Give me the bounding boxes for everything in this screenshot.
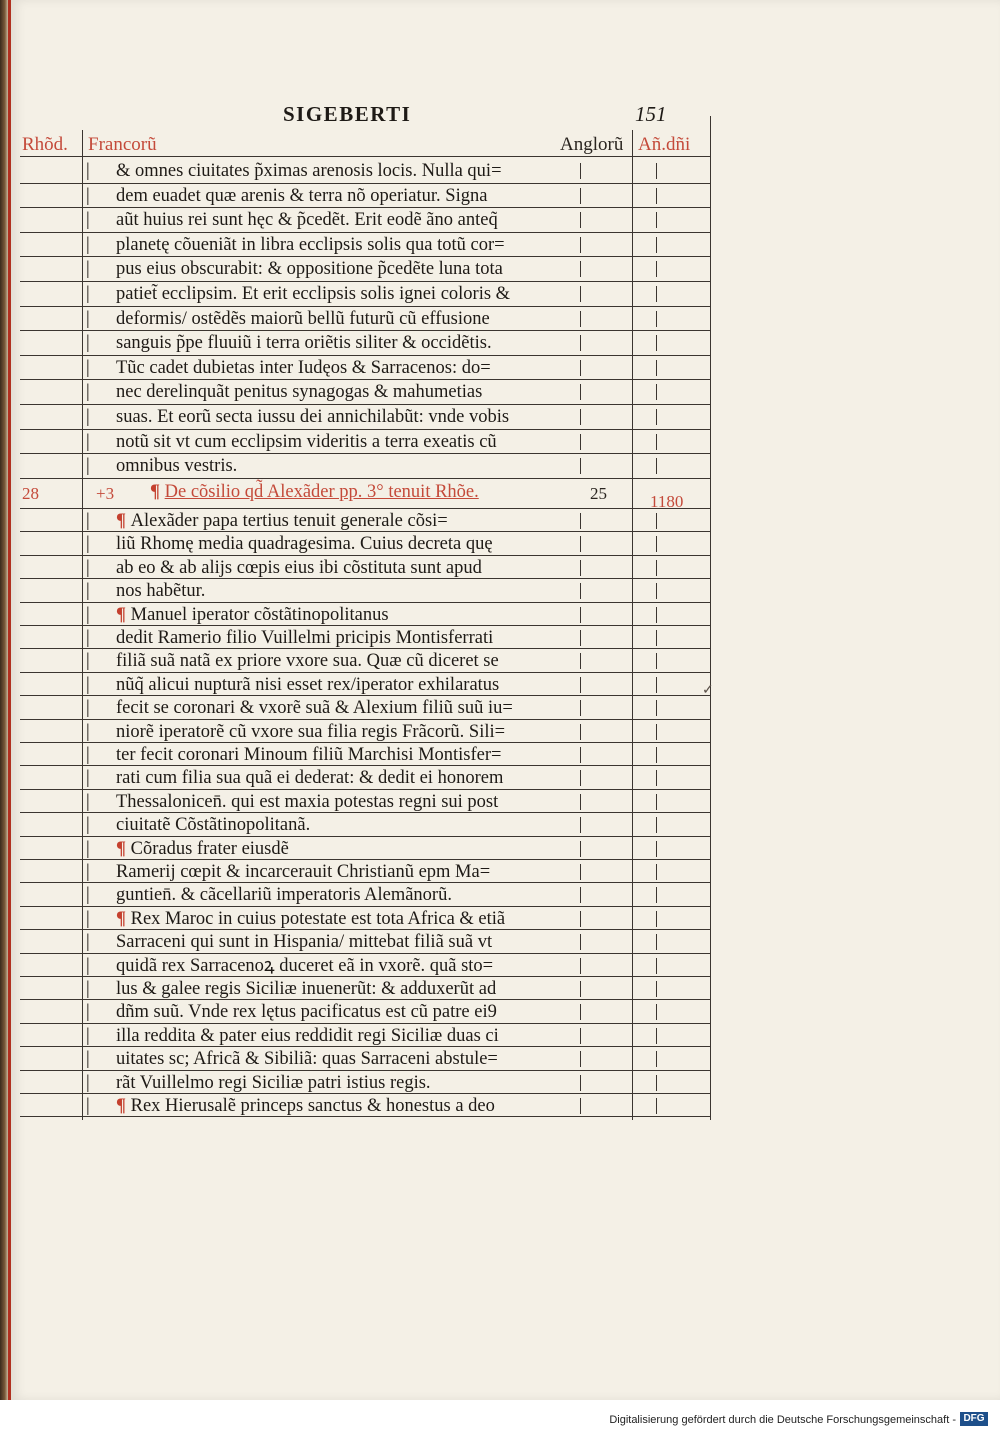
- column-tick: [580, 560, 581, 576]
- text-line: [80, 767, 600, 789]
- row-rule: [20, 232, 710, 233]
- line-bar: |: [86, 357, 90, 378]
- column-tick: [580, 887, 581, 903]
- row-rule: [20, 672, 710, 673]
- dfg-logo-icon: DFG: [960, 1412, 988, 1426]
- line-bar: |: [86, 979, 90, 999]
- column-tick: [656, 188, 657, 204]
- row-rule: [20, 578, 710, 579]
- line-bar: |: [86, 815, 90, 836]
- column-tick: [656, 700, 657, 716]
- column-tick: [656, 1004, 657, 1020]
- text-line-content: nec derelinquãt penitus synagogas & mahumetias: [116, 382, 483, 403]
- pilcrow-icon: ¶: [116, 604, 131, 625]
- line-bar: |: [86, 674, 90, 695]
- line-bar: |: [86, 604, 90, 625]
- text-line: [80, 510, 600, 532]
- column-tick: [656, 286, 657, 302]
- column-tick: [656, 934, 657, 950]
- column-tick: [656, 607, 657, 623]
- text-line-content: notũ sit vt cum ecclipsim videritis a terra exeatis cũ: [116, 431, 497, 452]
- text-line: [80, 697, 600, 719]
- pilcrow-icon: ¶: [116, 1096, 131, 1116]
- text-line-content: Sarraceni qui sunt in Hispania/ mittebat filiã suã vt: [116, 932, 493, 953]
- column-tick: [656, 747, 657, 763]
- row-rule: [20, 256, 710, 257]
- text-line: [80, 332, 600, 354]
- column-tick: [580, 237, 581, 253]
- column-tick: [580, 583, 581, 599]
- row-rule: [20, 555, 710, 556]
- footer-bar: [0, 1400, 1000, 1438]
- column-tick: [656, 560, 657, 576]
- line-bar: |: [86, 284, 90, 304]
- row-rule: [20, 429, 710, 430]
- line-bar: |: [86, 534, 90, 555]
- row-rule: [20, 1023, 710, 1024]
- entry-year: 1180: [650, 492, 684, 511]
- line-bar: |: [86, 308, 90, 329]
- text-line-content: nũq̃ alicui nupturã nisi esset rex/iperator exhilaratus: [116, 674, 500, 695]
- text-line-content: ab eo & ab alijs cœpis eius ibi cõstituta sunt apud: [116, 557, 482, 578]
- text-line: [80, 406, 600, 428]
- column-tick: [580, 1004, 581, 1020]
- text-line: [80, 234, 600, 256]
- text-line: [80, 650, 600, 672]
- text-line: [80, 209, 600, 231]
- text-line: [80, 308, 600, 330]
- text-line-content: lus & galee regis Siciliæ inuenerũt: & adduxerũt ad: [116, 979, 497, 999]
- line-bar: |: [86, 210, 90, 231]
- column-tick: [580, 163, 581, 179]
- entry-rhodes-num: 28: [22, 484, 39, 503]
- text-line: [80, 604, 600, 626]
- text-line-content: deformis/ ostẽdẽs maiorũ bellũ futurũ cũ effusione: [116, 308, 490, 329]
- col-header-anglorum: Anglorũ: [560, 134, 624, 155]
- column-tick: [580, 981, 581, 997]
- column-tick: [656, 653, 657, 669]
- row-rule: [20, 999, 710, 1000]
- pilcrow-icon: ¶: [116, 908, 131, 929]
- text-line-content: Thessalonicen̄. qui est maxia potestas regni sui post: [116, 791, 499, 812]
- text-line-content: Alexãder papa tertius tenuit generale cõsi=: [130, 511, 448, 531]
- column-tick: [580, 1051, 581, 1067]
- row-rule: [20, 765, 710, 766]
- column-tick: [656, 958, 657, 974]
- entry-angl-num: 25: [590, 484, 607, 503]
- column-tick: [656, 911, 657, 927]
- text-line-content: uitates sc; Africã & Sibiliã: quas Sarraceni abstule=: [116, 1049, 498, 1070]
- row-rule: [20, 695, 710, 696]
- line-bar: |: [86, 932, 90, 953]
- text-line-content: illa reddita & pater eius reddidit regi Siciliæ duas ci: [116, 1025, 499, 1046]
- column-tick: [656, 212, 657, 228]
- text-line-content: ciuitatẽ Cõstãtinopolitanã.: [116, 815, 311, 836]
- text-line-content: omnibus vestris.: [116, 456, 238, 477]
- text-line: [80, 791, 600, 813]
- entry-rule: [20, 508, 710, 509]
- column-tick: [580, 653, 581, 669]
- running-head: SIGEBERTI: [283, 102, 412, 126]
- line-bar: |: [86, 259, 90, 280]
- text-line: [80, 721, 600, 743]
- text-line-content: pus eius obscurabit: & oppositione p̃cedẽte luna tota: [116, 259, 503, 280]
- column-tick: [580, 536, 581, 552]
- row-rule: [20, 281, 710, 282]
- text-line-content: Manuel iperator cõstãtinopolitanus: [130, 604, 389, 625]
- text-line-content: filiã suã natã ex priore vxore sua. Quæ cũ diceret se: [116, 651, 499, 672]
- column-tick: [656, 237, 657, 253]
- column-tick: [656, 311, 657, 327]
- line-bar: |: [86, 1049, 90, 1070]
- entry-franc-num: +3: [96, 484, 115, 503]
- row-rule: [20, 976, 710, 977]
- line-bar: |: [86, 1002, 90, 1023]
- row-rule: [20, 789, 710, 790]
- line-bar: |: [86, 698, 90, 719]
- text-line-content: suas. Et eorũ secta iussu dei annichilabũt: vnde vobis: [116, 407, 510, 427]
- footer-credit: Digitalisierung gefördert durch die Deutsche Forschungsgemeinschaft -: [609, 1414, 956, 1426]
- text-line: [80, 455, 600, 477]
- row-rule: [20, 355, 710, 356]
- line-bar: |: [86, 511, 90, 531]
- row-rule: [20, 859, 710, 860]
- row-rule: [20, 379, 710, 380]
- line-bar: |: [86, 185, 90, 206]
- col-header-francorum: Francorũ: [88, 134, 157, 155]
- line-bar: |: [86, 908, 90, 929]
- text-line: [80, 580, 600, 602]
- pilcrow-icon: ¶: [116, 838, 131, 859]
- book-spine: [0, 0, 8, 1438]
- column-tick: [580, 911, 581, 927]
- row-rule: [20, 183, 710, 184]
- column-tick: [656, 630, 657, 646]
- column-tick: [656, 261, 657, 277]
- text-line-content: rãt Vuillelmo regi Siciliæ patri istius regis.: [116, 1072, 431, 1093]
- text-line: [80, 978, 600, 1000]
- text-line: [80, 258, 600, 280]
- column-tick: [580, 1028, 581, 1044]
- text-line-content: quidã rex Sarracenoꝝ duceret eã in vxorẽ. quã sto=: [116, 955, 494, 976]
- text-line: [80, 908, 600, 930]
- column-tick: [580, 1075, 581, 1091]
- text-line: [80, 381, 600, 403]
- row-rule: [20, 207, 710, 208]
- line-bar: |: [86, 234, 90, 255]
- header-rule: [20, 156, 710, 157]
- column-tick: [580, 794, 581, 810]
- text-line-content: planetę cõueniãt in libra ecclipsis solis qua totũ cor=: [116, 234, 505, 255]
- text-line: [80, 838, 600, 860]
- row-rule: [20, 330, 710, 331]
- line-bar: |: [86, 382, 90, 403]
- text-line-content: dñm suũ. Vnde rex lętus pacificatus est cũ patre ei9: [116, 1002, 497, 1023]
- text-line-content: Tũc cadet dubietas inter Iudęos & Sarracenos: do=: [116, 357, 491, 378]
- column-tick: [656, 163, 657, 179]
- column-tick: [656, 360, 657, 376]
- pilcrow-icon: ¶: [150, 482, 160, 502]
- column-tick: [580, 817, 581, 833]
- line-bar: |: [86, 791, 90, 812]
- column-tick: [580, 409, 581, 425]
- line-bar: |: [86, 581, 90, 602]
- entry-heading-text: De cõsilio qd̃ Alexãder pp. 3° tenuit Rhõe.: [164, 482, 479, 502]
- row-rule: [20, 453, 710, 454]
- column-tick: [580, 770, 581, 786]
- column-tick: [656, 864, 657, 880]
- row-rule: [20, 531, 710, 532]
- text-line-content: patiet̃ ecclipsim. Et erit ecclipsis solis ignei coloris &: [116, 284, 511, 304]
- folio-number: 151: [635, 102, 667, 126]
- line-bar: |: [86, 456, 90, 477]
- column-tick: [656, 536, 657, 552]
- text-line-content: Ramerij cœpit & incarcerauit Christianũ epm Ma=: [116, 862, 491, 882]
- text-line-content: aũt huius rei sunt hęc & p̃cedẽt. Erit eodẽ ãno anteq̃: [116, 210, 498, 231]
- text-line: [80, 674, 600, 696]
- line-bar: |: [86, 768, 90, 789]
- line-bar: |: [86, 745, 90, 765]
- text-line: [80, 557, 600, 579]
- text-line: [80, 357, 600, 379]
- row-rule: [20, 882, 710, 883]
- column-tick: [656, 513, 657, 529]
- line-bar: |: [86, 862, 90, 882]
- row-rule: [20, 602, 710, 603]
- column-tick: [580, 841, 581, 857]
- column-tick: [580, 700, 581, 716]
- text-line: [80, 627, 600, 649]
- column-tick: [656, 770, 657, 786]
- column-tick: [580, 513, 581, 529]
- text-line: [80, 955, 600, 977]
- row-rule: [20, 478, 710, 479]
- row-rule: [20, 1070, 710, 1071]
- column-tick: [580, 286, 581, 302]
- row-rule: [20, 953, 710, 954]
- line-bar: |: [86, 721, 90, 742]
- text-line: [80, 533, 600, 555]
- column-tick: [580, 934, 581, 950]
- text-line: [80, 884, 600, 906]
- text-line-content: Cõradus frater eiusdẽ: [130, 838, 289, 859]
- text-line: [80, 861, 600, 883]
- column-tick: [656, 335, 657, 351]
- text-line-content: niorẽ iperatorẽ cũ vxore sua filia regis Frãcorũ. Sili=: [116, 721, 506, 742]
- column-tick: [656, 817, 657, 833]
- text-line: [80, 1025, 600, 1047]
- column-tick: [580, 630, 581, 646]
- text-line-content: nos habẽtur.: [116, 581, 206, 602]
- column-tick: [656, 1098, 657, 1114]
- column-tick: [656, 1075, 657, 1091]
- text-line-content: & omnes ciuitates p̃ximas arenosis locis. Nulla qui=: [116, 161, 502, 181]
- column-tick: [656, 841, 657, 857]
- column-tick: [580, 188, 581, 204]
- column-tick: [656, 1028, 657, 1044]
- column-tick: [580, 335, 581, 351]
- text-line-content: ter fecit coronari Minoum filiũ Marchisi Montisfer=: [116, 745, 502, 765]
- column-tick: [580, 607, 581, 623]
- row-rule: [20, 906, 710, 907]
- column-tick: [580, 958, 581, 974]
- column-tick: [580, 434, 581, 450]
- col-header-anno-domini: Añ.dñi: [638, 134, 691, 155]
- line-bar: |: [86, 431, 90, 452]
- text-line-content: dedit Ramerio filio Vuillelmi pricipis Montisferrati: [116, 628, 494, 648]
- column-tick: [656, 458, 657, 474]
- line-bar: |: [86, 885, 90, 906]
- line-bar: |: [86, 628, 90, 648]
- column-tick: [580, 724, 581, 740]
- row-rule: [20, 404, 710, 405]
- column-tick: [580, 360, 581, 376]
- text-line-content: fecit se coronari & vxorẽ suã & Alexium filiũ suũ iu=: [116, 698, 513, 719]
- row-rule: [20, 1046, 710, 1047]
- row-rule: [20, 648, 710, 649]
- line-bar: |: [86, 557, 90, 578]
- column-tick: [580, 261, 581, 277]
- column-tick: [656, 434, 657, 450]
- column-tick: [580, 1098, 581, 1114]
- text-line: [80, 1048, 600, 1070]
- line-bar: |: [86, 161, 90, 181]
- row-rule: [20, 1093, 710, 1094]
- line-bar: |: [86, 333, 90, 354]
- text-line-content: dem euadet quæ arenis & terra nõ operiatur. Signa: [116, 185, 488, 206]
- text-line: [80, 185, 600, 207]
- line-bar: |: [86, 1025, 90, 1046]
- line-bar: |: [86, 651, 90, 672]
- text-line-content: rati cum filia sua quã ei dederat: & dedit ei honorem: [116, 768, 504, 789]
- text-line: [80, 1072, 600, 1094]
- entry-heading: [150, 482, 479, 503]
- column-tick: [656, 583, 657, 599]
- chronicle-table: [20, 130, 720, 1120]
- line-bar: |: [86, 838, 90, 859]
- row-rule: [20, 1116, 710, 1117]
- column-tick: [656, 724, 657, 740]
- row-rule: [20, 306, 710, 307]
- line-bar: |: [86, 1096, 90, 1116]
- column-tick: [656, 409, 657, 425]
- text-line: [80, 1095, 600, 1117]
- col-header-rhodes: Rhõd.: [22, 134, 68, 155]
- row-rule: [20, 719, 710, 720]
- column-tick: [580, 677, 581, 693]
- text-line: [80, 744, 600, 766]
- row-rule: [20, 929, 710, 930]
- column-tick: [656, 384, 657, 400]
- text-line: [80, 160, 600, 182]
- column-tick: [656, 794, 657, 810]
- text-line: [80, 283, 600, 305]
- column-tick: [656, 981, 657, 997]
- margin-mark: ✓: [702, 683, 714, 698]
- column-tick: [580, 212, 581, 228]
- column-tick: [580, 384, 581, 400]
- text-line-content: guntien̄. & cãcellariũ imperatoris Alemãnorũ.: [116, 885, 452, 906]
- line-bar: |: [86, 955, 90, 976]
- text-line-content: sanguis p̃pe fluuiũ i terra oriẽtis siliter & occidẽtis.: [116, 333, 492, 354]
- pilcrow-icon: ¶: [116, 511, 131, 531]
- rule-right: [710, 116, 711, 1120]
- line-bar: |: [86, 1072, 90, 1093]
- text-line: [80, 931, 600, 953]
- text-line-content: Rex Maroc in cuius potestate est tota Africa & etiã: [130, 908, 506, 929]
- text-line: [80, 814, 600, 836]
- text-line: [80, 1001, 600, 1023]
- column-tick: [580, 747, 581, 763]
- line-bar: |: [86, 407, 90, 427]
- column-tick: [580, 864, 581, 880]
- row-rule: [20, 625, 710, 626]
- column-tick: [580, 311, 581, 327]
- column-tick: [656, 887, 657, 903]
- text-line-content: liũ Rhomę media quadragesima. Cuius decreta quę: [116, 534, 493, 555]
- column-tick: [656, 677, 657, 693]
- text-line-content: Rex Hierusalẽ princeps sanctus & honestus a deo: [130, 1096, 495, 1116]
- row-rule: [20, 742, 710, 743]
- column-tick: [580, 458, 581, 474]
- column-tick: [656, 1051, 657, 1067]
- row-rule: [20, 812, 710, 813]
- text-line: [80, 431, 600, 453]
- row-rule: [20, 836, 710, 837]
